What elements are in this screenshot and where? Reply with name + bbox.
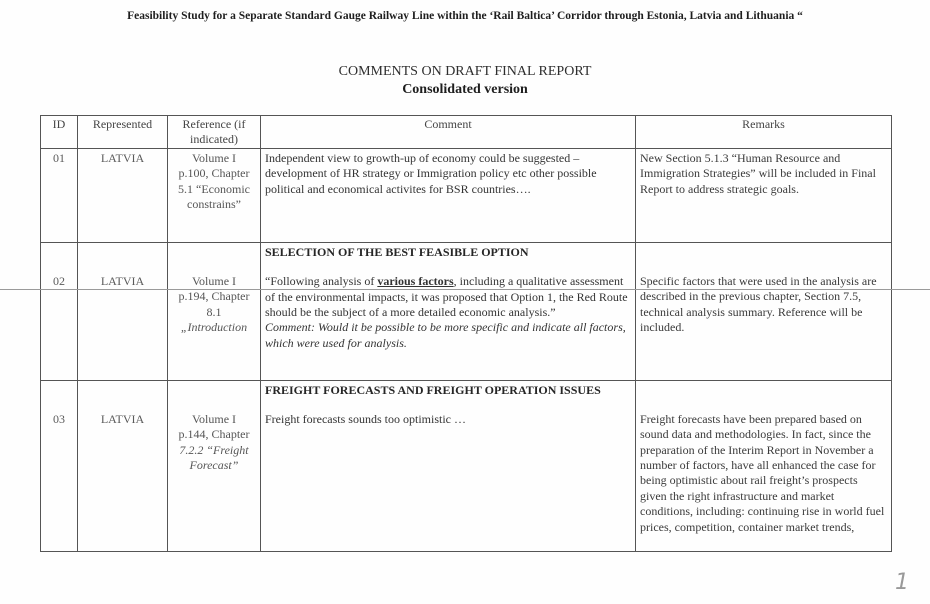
row-represented: LATVIA bbox=[78, 242, 168, 380]
page-number-mark: 1 bbox=[895, 570, 909, 595]
row-comment: SELECTION OF THE BEST FEASIBLE OPTION “Following analysis of various factors, including a qualitative assessment of the environmental impacts, it was proposed that Option 1, the Red Route should be the subject of a more detailed economic analysis.” Comment: Would it be possible to be more specific and indicate all factors, which were used for analysis. bbox=[261, 242, 636, 380]
document-title: COMMENTS ON DRAFT FINAL REPORT bbox=[338, 64, 592, 79]
section-heading: FREIGHT FORECASTS AND FREIGHT OPERATION ISSUES bbox=[265, 382, 601, 397]
scan-artifact-line bbox=[0, 289, 930, 290]
emphasized-term: various factors bbox=[377, 274, 454, 289]
column-header-comment: Comment bbox=[261, 116, 636, 149]
table-row bbox=[41, 148, 892, 242]
comment-note: Comment: Would it be possible to be more specific and indicate all factors, which were used for analysis. bbox=[265, 320, 626, 350]
column-header-id: ID bbox=[41, 116, 78, 149]
column-header-reference: Reference (if indicated) bbox=[168, 116, 261, 149]
row-remarks: Freight forecasts have been prepared based on sound data and methodologies. In fact, since the preparation of the Interim Report in November a number of factors, have all enhanced the case for being optimistic about rail freight’s prospects given the right infrastructure and market conditions, including: continuing rise in world fuel prices, competition, container market trends, bbox=[636, 380, 892, 551]
row-remarks: Specific factors that were used in the analysis are described in the previous chapter, Section 7.5, technical analysis summary. Reference will be included. bbox=[636, 242, 892, 380]
section-heading: SELECTION OF THE BEST FEASIBLE OPTION bbox=[265, 244, 529, 259]
row-represented: LATVIA bbox=[78, 148, 168, 242]
study-title: Feasibility Study for a Separate Standard Gauge Railway Line within the ‘Rail Baltica’ Corridor through Estonia, Latvia and Lithuania “ bbox=[127, 10, 803, 22]
row-reference: Volume I p.194, Chapter 8.1 „Introduction bbox=[168, 242, 261, 380]
column-header-represented: Represented bbox=[78, 116, 168, 149]
table-row bbox=[41, 242, 892, 380]
document-subtitle: Consolidated version bbox=[402, 82, 528, 97]
row-comment: FREIGHT FORECASTS AND FREIGHT OPERATION ISSUES Freight forecasts sounds too optimistic … bbox=[261, 380, 636, 551]
row-id: 01 bbox=[41, 148, 78, 242]
row-comment: Independent view to growth-up of economy could be suggested – development of HR strategy or Immigration policy etc other possible political and economical activites for BSR countries…. bbox=[261, 148, 636, 242]
row-id: 02 bbox=[41, 242, 78, 380]
row-represented: LATVIA bbox=[78, 380, 168, 551]
table-row bbox=[41, 380, 892, 551]
row-reference: Volume I p.144, Chapter 7.2.2 “Freight Forecast” bbox=[168, 380, 261, 551]
table-header-row bbox=[41, 116, 892, 149]
row-id: 03 bbox=[41, 380, 78, 551]
row-remarks: New Section 5.1.3 “Human Resource and Immigration Strategies” will be included in Final Report to address strategic goals. bbox=[636, 148, 892, 242]
column-header-remarks: Remarks bbox=[636, 116, 892, 149]
row-reference: Volume I p.100, Chapter 5.1 “Economic constrains” bbox=[168, 148, 261, 242]
comments-table bbox=[40, 115, 892, 552]
